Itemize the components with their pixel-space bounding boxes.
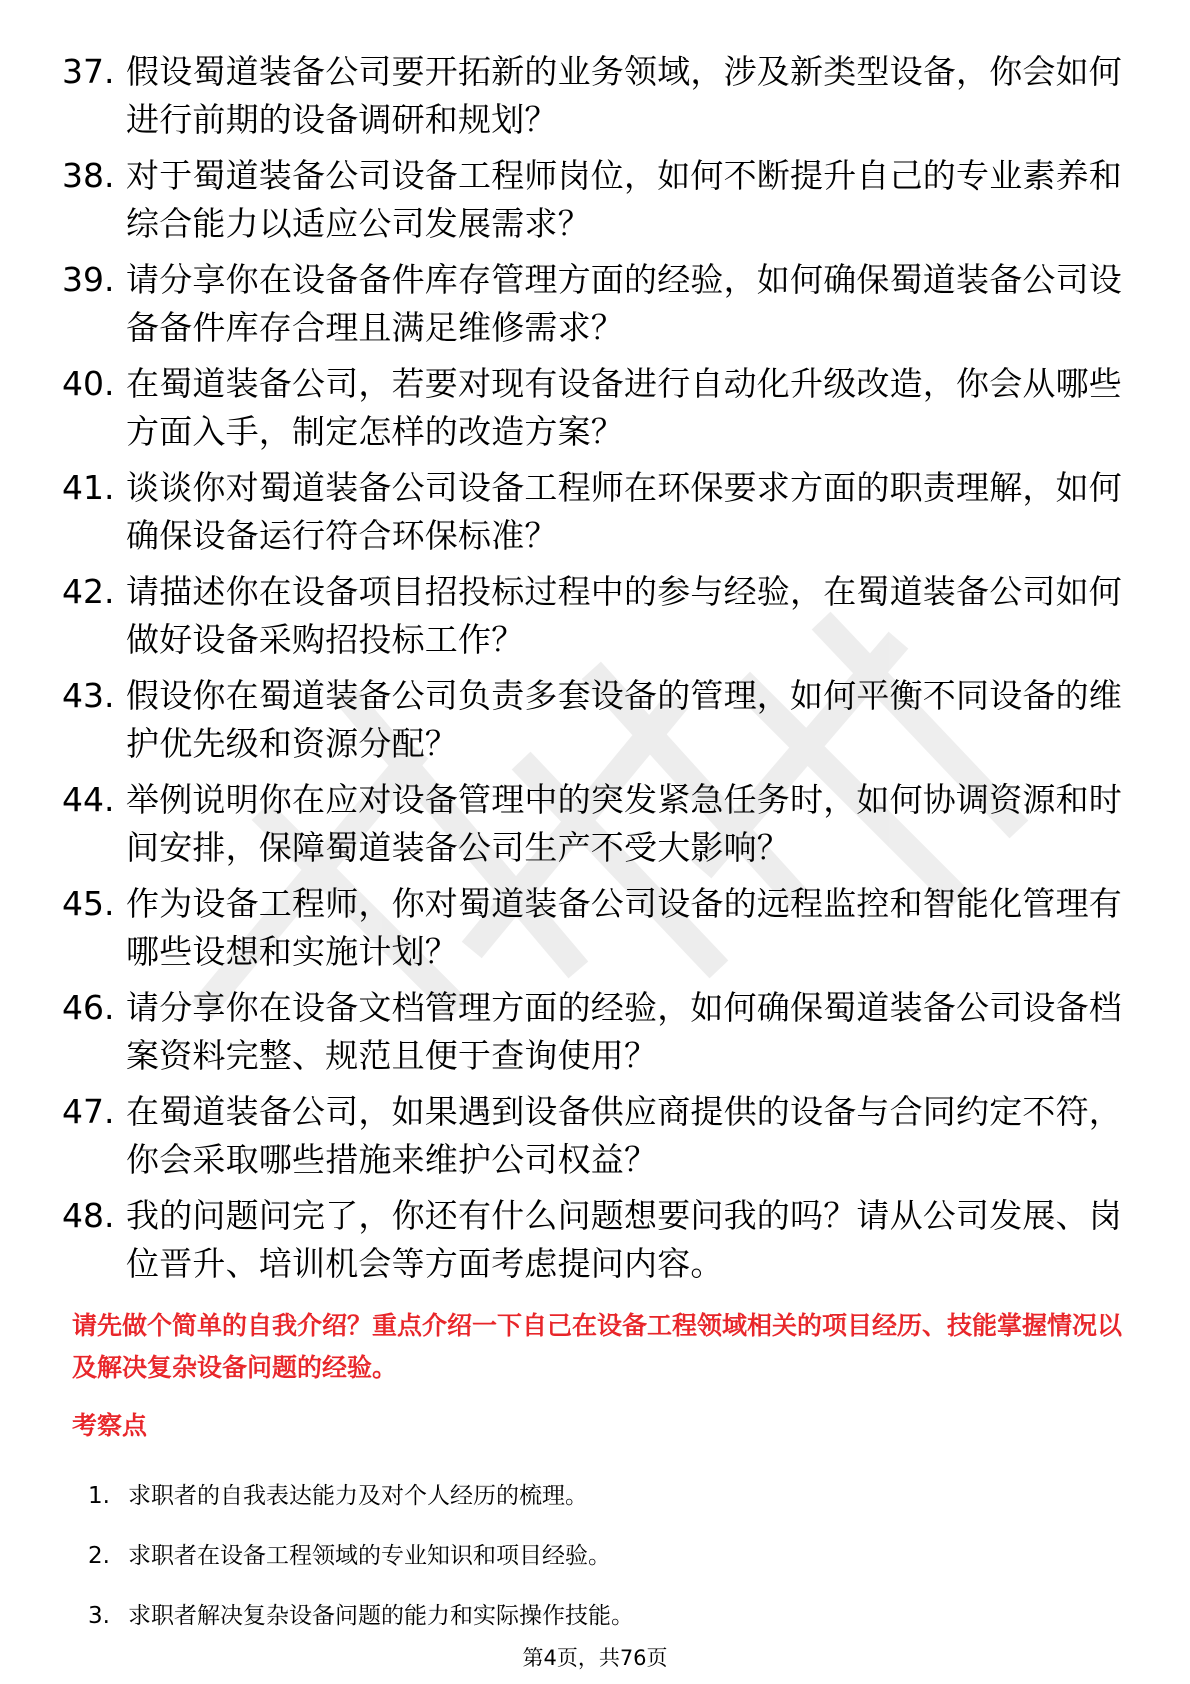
question-text: 假设你在蜀道装备公司负责多套设备的管理，如何平衡不同设备的维护优先级和资源分配？ (126, 676, 1122, 763)
question-text: 假设蜀道装备公司要开拓新的业务领域，涉及新类型设备，你会如何进行前期的设备调研和规划？ (126, 52, 1122, 139)
question-item (62, 984, 1130, 1088)
question-list (62, 48, 1130, 1296)
question-number: 37. (62, 52, 115, 91)
question-text: 作为设备工程师，你对蜀道装备公司设备的远程监控和智能化管理有哪些设想和实施计划？ (126, 884, 1122, 971)
question-number: 45. (62, 884, 115, 923)
question-item (62, 568, 1130, 672)
point-text: 求职者解决复杂设备问题的能力和实际操作技能。 (128, 1603, 634, 1629)
question-text: 请分享你在设备备件库存管理方面的经验，如何确保蜀道装备公司设备备件库存合理且满足维修需求？ (126, 260, 1122, 347)
question-number: 43. (62, 676, 115, 715)
question-item (62, 672, 1130, 776)
question-text: 对于蜀道装备公司设备工程师岗位，如何不断提升自己的专业素养和综合能力以适应公司发展需求？ (126, 156, 1122, 243)
point-number: 2. (88, 1543, 110, 1569)
question-text: 举例说明你在应对设备管理中的突发紧急任务时，如何协调资源和时间安排，保障蜀道装备公司生产不受大影响？ (126, 780, 1122, 867)
point-text: 求职者的自我表达能力及对个人经历的梳理。 (128, 1483, 588, 1509)
assessment-point (88, 1480, 1088, 1540)
question-item (62, 48, 1130, 152)
question-text: 请分享你在设备文档管理方面的经验，如何确保蜀道装备公司设备档案资料完整、规范且便于查询使用？ (126, 988, 1122, 1075)
section-title: 考察点 (72, 1411, 148, 1440)
point-number: 3. (88, 1603, 110, 1629)
assessment-point (88, 1540, 1088, 1600)
question-number: 44. (62, 780, 115, 819)
question-number: 46. (62, 988, 115, 1027)
question-number: 42. (62, 572, 115, 611)
question-text: 在蜀道装备公司，如果遇到设备供应商提供的设备与合同约定不符，你会采取哪些措施来维护公司权益？ (126, 1092, 1122, 1179)
question-number: 47. (62, 1092, 115, 1131)
point-number: 1. (88, 1483, 110, 1509)
question-item (62, 776, 1130, 880)
question-number: 39. (62, 260, 115, 299)
question-number: 40. (62, 364, 115, 403)
question-item (62, 360, 1130, 464)
point-text: 求职者在设备工程领域的专业知识和项目经验。 (128, 1543, 611, 1569)
question-text: 谈谈你对蜀道装备公司设备工程师在环保要求方面的职责理解，如何确保设备运行符合环保标准？ (126, 468, 1122, 555)
page-footer: 第4页，共76页 (522, 1646, 668, 1670)
question-item (62, 880, 1130, 984)
question-text: 我的问题问完了，你还有什么问题想要问我的吗？请从公司发展、岗位晋升、培训机会等方面考虑提问内容。 (126, 1196, 1122, 1283)
question-item (62, 256, 1130, 360)
question-item (62, 1192, 1130, 1296)
question-number: 48. (62, 1196, 115, 1235)
intro-question: 请先做个简单的自我介绍？重点介绍一下自己在设备工程领域相关的项目经历、技能掌握情况以及解决复杂设备问题的经验。 (72, 1311, 1123, 1382)
question-text: 在蜀道装备公司，若要对现有设备进行自动化升级改造，你会从哪些方面入手，制定怎样的改造方案？ (126, 364, 1122, 451)
question-item (62, 464, 1130, 568)
question-number: 38. (62, 156, 115, 195)
assessment-point-list (88, 1480, 1088, 1660)
question-item (62, 1088, 1130, 1192)
question-item (62, 152, 1130, 256)
question-number: 41. (62, 468, 115, 507)
question-text: 请描述你在设备项目招投标过程中的参与经验，在蜀道装备公司如何做好设备采购招投标工作？ (126, 572, 1122, 659)
